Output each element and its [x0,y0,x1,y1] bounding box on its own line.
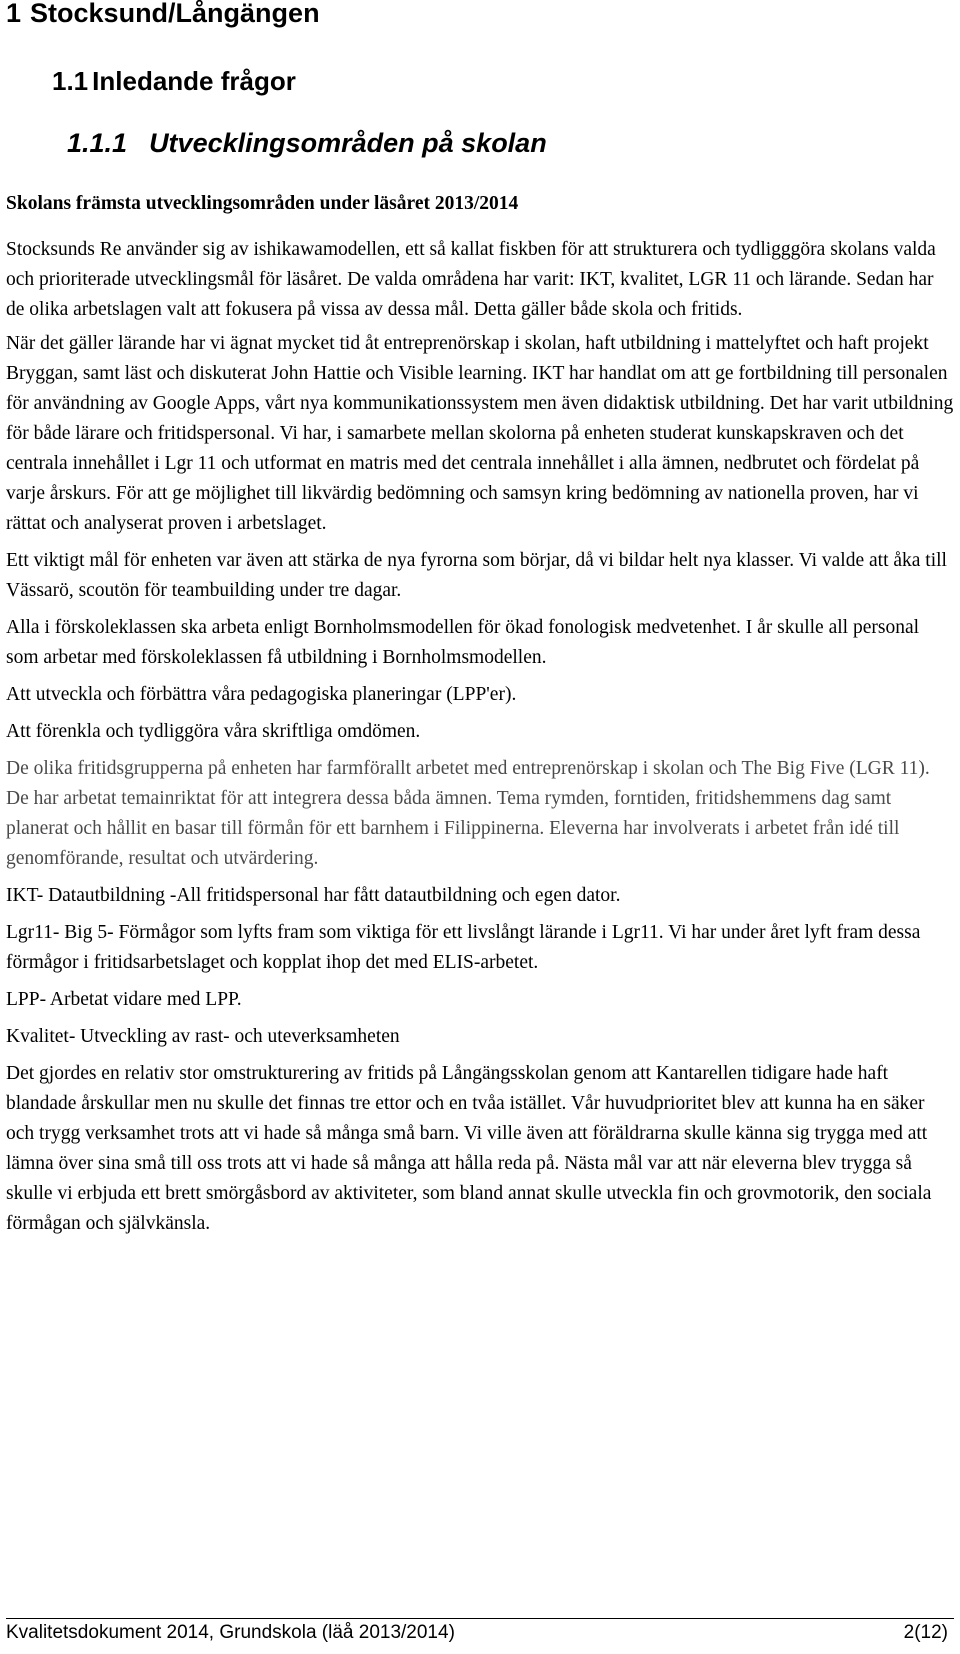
heading-level-3 [67,128,547,159]
paragraph-lpp: Att utveckla och förbättra våra pedagogiska planeringar (LPP'er). [6,684,517,705]
footer-page-number: 2(12) [903,1622,948,1643]
paragraph-lpp-fritids: LPP- Arbetat vidare med LPP. [6,989,242,1010]
paragraph-fritids: De olika fritidsgrupperna på enheten har farmförallt arbetet med entreprenörskap i skolan och The Big Five (LGR 11). De har arbetat temainriktat för att integrera dessa båda ämnen. Tema rymden, forntiden, fritidshemmens dag samt planerat och hållit en basar till förmån för ett barnhem i Filippinerna. Eleverna har involverats i arbetet från idé till genomförande, resultat och utvärdering. [6,758,930,869]
heading-number: 1.1.1 [67,128,128,158]
paragraph-kvalitet: Kvalitet- Utveckling av rast- och uteverksamheten [6,1026,400,1047]
heading-title: Stocksund/Långängen [30,0,320,28]
heading-title: Utvecklingsområden på skolan [149,128,547,158]
page-footer [6,1622,948,1644]
paragraph-learning: När det gäller lärande har vi ägnat mycket tid åt entreprenörskap i skolan, haft utbildning i mattelyftet och haft projekt Bryggan, samt läst och diskuterat John Hattie och Visible learning. IKT har handlat om att ge fortbildning till personalen för användning av Google Apps, vårt nya kommunikationssystem men även didaktisk utbildning. Det har varit utbildning för både lärare och fritidspersonal. Vi har, i samarbete mellan skolorna på enheten studerat kunskapskraven och det centrala innehållet i Lgr 11 och utformat en matris med det centrala innehållet i alla ämnen, nedbrutet och fördelat på varje årskurs. För att ge möjlighet till likvärdig bedömning och samsyn kring bedömning av nationella proven, har vi rättat och analyserat proven i arbetslaget. [6,333,954,534]
heading-title: Inledande frågor [92,66,296,96]
paragraph-intro: Stocksunds Re använder sig av ishikawamodellen, ett så kallat fiskben för att strukturera och tydligggöra skolans valda och prioriterade utvecklingsmål för läsåret. De valda områdena har varit: IKT, kvalitet, LGR 11 och lärande. Sedan har de olika arbetslagen valt att fokusera på vissa av dessa mål. Detta gäller både skola och fritids. [6,239,936,320]
heading-number: 1 [6,0,22,28]
paragraph-ikt: IKT- Datautbildning -All fritidspersonal har fått datautbildning och egen dator. [6,885,621,906]
paragraph-omstrukturering: Det gjordes en relativ stor omstrukturering av fritids på Långängsskolan genom att Kantarellen tidigare hade haft blandade årskullar men nu skulle det finnas tre ettor och en tvåa istället. Vår huvudprioritet blev att kunna ha en säker och trygg verksamhet trots att vi hade så många små barn. Vi ville även att föräldrarna skulle känna sig trygga med att lämna över sina små till oss trots att vi hade så många att hålla reda på. Nästa mål var att när eleverna blev trygga så skulle vi erbjuda ett brett smörgåsbord av aktiviteter, som bland annat skulle utveckla fin och grovmotorik, den sociala förmågan och självkänsla. [6,1063,932,1234]
section-subheading: Skolans främsta utvecklingsområden under läsåret 2013/2014 [6,193,519,214]
heading-level-2 [52,66,296,97]
paragraph-omdomen: Att förenkla och tydliggöra våra skriftliga omdömen. [6,721,421,742]
paragraph-lgr11: Lgr11- Big 5- Förmågor som lyfts fram som viktiga för ett livslångt lärande i Lgr11. Vi har under året lyft fram dessa förmågor i fritidsarbetslaget och kopplat ihop det med ELIS-arbetet. [6,922,921,973]
heading-number: 1.1 [52,66,89,96]
heading-level-1 [6,0,320,29]
paragraph-fourth-grade: Ett viktigt mål för enheten var även att stärka de nya fyrorna som börjar, då vi bildar helt nya klasser. Vi valde att åka till Vässarö, scoutön för teambuilding under tre dagar. [6,550,947,601]
footer-document-title: Kvalitetsdokument 2014, Grundskola (läå 2013/2014) [6,1622,455,1643]
paragraph-preschool-class: Alla i förskoleklassen ska arbeta enligt Bornholmsmodellen för ökad fonologisk medvetenhet. I år skulle all personal som arbetar med förskoleklassen få utbildning i Bornholmsmodellen. [6,617,920,668]
footer-divider [6,1618,954,1619]
document-body [6,235,954,1246]
